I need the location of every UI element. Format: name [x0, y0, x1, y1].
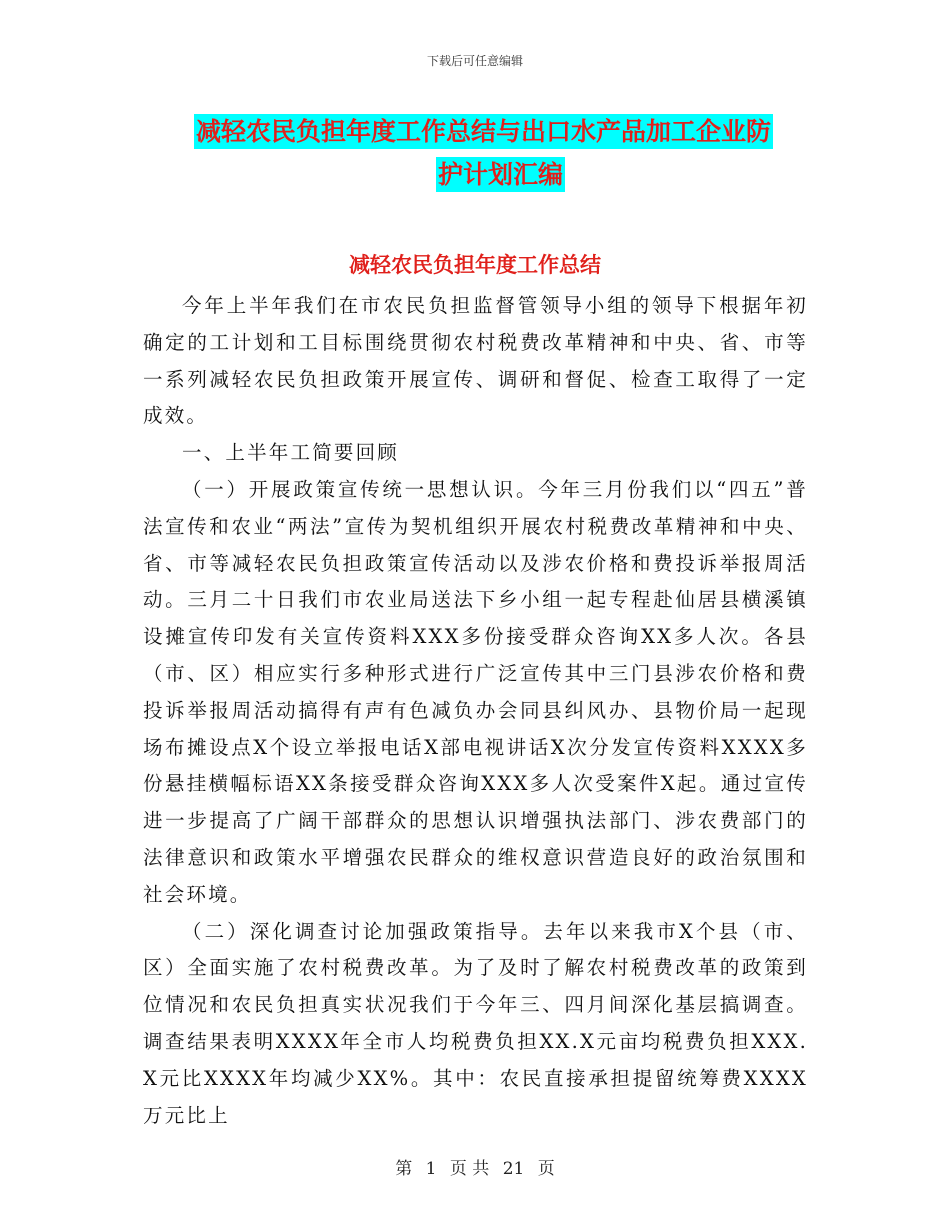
footer-label-middle: 页 共: [449, 1159, 490, 1179]
paragraph-policy-publicity: （一）开展政策宣传统一思想认识。今年三月份我们以“四五”普法宣传和农业“两法”宣传为契机组织开展农村税费改革精神和中央、省、市等减轻农民负担政策宣传活动以及涉农价格和费投诉举报周活动。三月二十日我们市农业局送法下乡小组一起专程赴仙居县横溪镇设摊宣传印发有关宣传资料XXX多份接受群众咨询XX多人次。各县（市、区）相应实行多种形式进行广泛宣传其中三门县涉农价格和费投诉举报周活动搞得有声有色减负办会同县纠风办、县物价局一起现场布摊设点X个设立举报电话X部电视讲话X次分发宣传资料XXXX多份悬挂横幅标语XX条接受群众咨询XXX多人次受案件X起。通过宣传进一步提高了广阔干部群众的思想认识增强执法部门、涉农费部门的法律意识和政策水平增强农民群众的维权意识营造良好的政治氛围和社会环境。: [143, 477, 808, 906]
footer-label-suffix: 页: [537, 1159, 555, 1179]
footer-current-page: 1: [425, 1159, 437, 1179]
paragraph-heading-review: 一、上半年工简要回顾: [182, 441, 400, 465]
paragraph-intro: 今年上半年我们在市农民负担监督管领导小组的领导下根据年初确定的工计划和工目标围绕贯彻农村税费改革精神和中央、省、市等一系列减轻农民负担政策开展宣传、调研和督促、检查工取得了一定成效。: [143, 294, 808, 428]
title-line-1: 减轻农民负担年度工作总结与出口水产品加工企业防: [194, 114, 773, 149]
section-title: 减轻农民负担年度工作总结: [349, 252, 601, 277]
footer-label-prefix: 第: [395, 1159, 413, 1179]
document-body: [143, 288, 808, 1134]
title-line-2: 护计划汇编: [436, 157, 565, 192]
page-footer: [0, 1154, 950, 1179]
page-header-note: 下载后可任意编辑: [426, 54, 523, 68]
paragraph-investigation: （二）深化调查讨论加强政策指导。去年以来我市X个县（市、区）全面实施了农村税费改革。为了及时了解农村税费改革的政策到位情况和农民负担真实状况我们于今年三、四月间深化基层搞调查。调查结果表明XXXX年全市人均税费负担XX.X元亩均税费负担XXX.X元比XXXX年均减少XX%。其中：农民直接承担提留统筹费XXXX万元比上: [143, 919, 808, 1127]
footer-total-pages: 21: [502, 1159, 525, 1179]
